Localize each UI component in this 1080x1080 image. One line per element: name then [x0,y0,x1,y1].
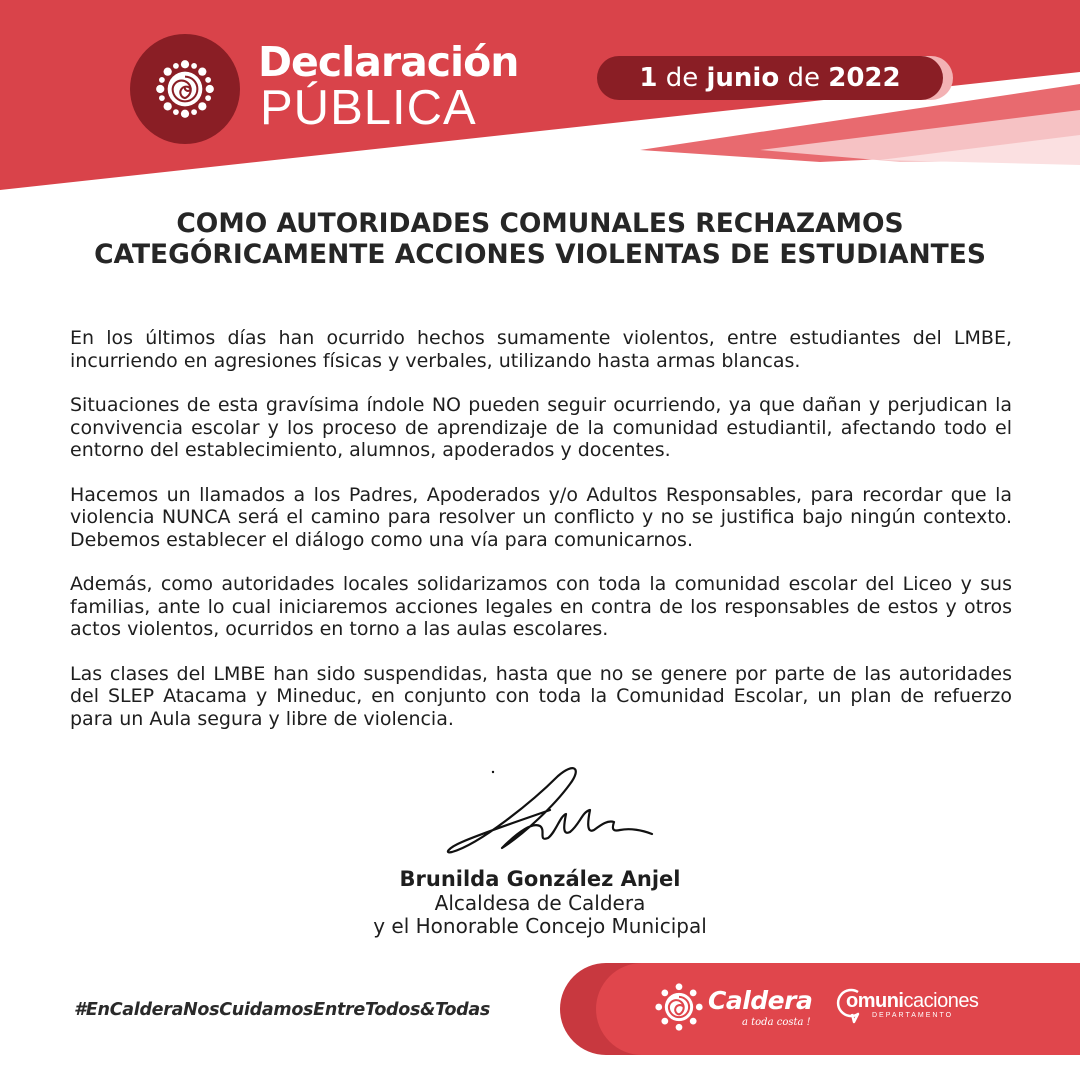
paragraph: Hacemos un llamados a los Padres, Apoderados y/o Adultos Responsables, para recordar que la violencia NUNCA será el camino para resolver un conflicto y no se justifica bajo ningún contexto. Debemos establecer el diálogo como una vía para comunicarnos. [70,483,1012,551]
signer-name: Brunilda González Anjel [399,867,681,891]
declaracion-title: Declaración [258,38,519,86]
comunicaciones-bold: omuni [846,990,904,1012]
date-month: junio [706,63,780,93]
caldera-sun-icon [652,980,706,1034]
statement-body [70,327,1012,730]
date-badge [597,56,943,100]
paragraph: Las clases del LMBE han sido suspendidas, hasta que no se genere por parte de las autoridades del SLEP Atacama y Mineduc, en conjunto con toda la Comunidad Escolar, un plan de refuerzo para un Aula segura y libre de violencia. [70,662,1012,730]
declaracion-logo [130,34,240,144]
headline: COMO AUTORIDADES COMUNALES RECHAZAMOS CATEGÓRICAMENTE ACCIONES VIOLENTAS DE ESTUDIANTES [94,208,986,270]
paragraph: Además, como autoridades locales solidarizamos con toda la comunidad escolar del Liceo y sus familias, ante lo cual iniciaremos acciones legales en contra de los responsables de estos y otros actos violentos, ocurridos en torno a las aulas escolares. [70,573,1012,640]
date-day: 1 [639,63,658,93]
date-year: 2022 [828,63,901,93]
date-de-2: de [779,63,829,93]
comunicaciones-logo-text [846,990,978,1013]
signer-organization: y el Honorable Concejo Municipal [373,914,707,938]
paragraph: Situaciones de esta gravísima índole NO pueden seguir ocurriendo, ya que dañan y perjudican la convivencia escolar y los proceso de aprendizaje de la comunidad estudiantil, afectando todo el entorno del establecimiento, alumnos, apoderados y docentes. [70,394,1012,461]
comunicaciones-rest: caciones [903,990,979,1012]
signature-block [290,868,790,939]
handwritten-signature [440,762,670,872]
hashtag: #EnCalderaNosCuidamosEntreTodos&Todas [74,1000,491,1020]
paragraph: En los últimos días han ocurrido hechos sumamente violentos, entre estudiantes del LMBE, incurriendo en agresiones físicas y verbales, utilizando hasta armas blancas. [70,327,1012,372]
date-de-1: de [657,63,707,93]
publica-subtitle: PÚBLICA [260,81,477,135]
signer-role: Alcaldesa de Caldera [434,890,646,915]
sun-emblem-icon [152,56,218,122]
comunicaciones-department: DEPARTAMENTO [872,1012,954,1019]
caldera-tagline: a toda costa ! [742,1017,811,1028]
caldera-logo-text: Caldera [708,986,813,1015]
